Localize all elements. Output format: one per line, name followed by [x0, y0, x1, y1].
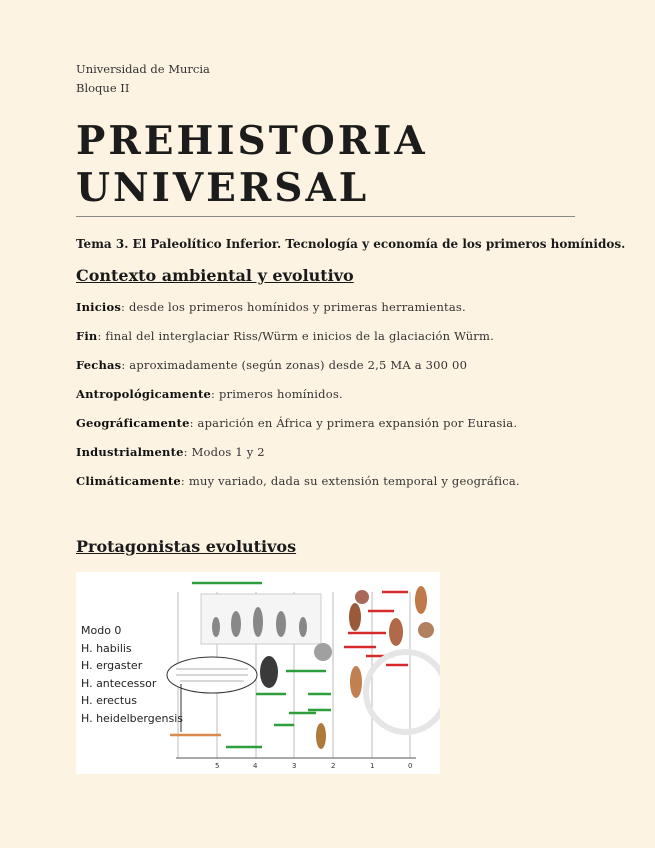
item-industrialmente [76, 445, 265, 459]
title-line-2: UNIVERSAL [76, 165, 370, 211]
item-text: : desde los primeros homínidos y primeras herramientas. [121, 300, 466, 314]
axis-tick-4: 4 [253, 762, 258, 770]
legend-item: H. erectus [81, 694, 137, 707]
item-text: : muy variado, dada su extensión temporal y geográfica. [180, 474, 520, 488]
item-label: Inicios [76, 300, 122, 314]
university-name: Universidad de Murcia [76, 62, 210, 76]
species-legend [81, 622, 183, 727]
axis-tick-3: 3 [292, 762, 297, 770]
axis-tick-2: 2 [331, 762, 336, 770]
axis-tick-5: 5 [215, 762, 220, 770]
item-text: : Modos 1 y 2 [183, 445, 265, 459]
section-heading-protagonists: Protagonistas evolutivos [76, 537, 297, 556]
item-label: Climáticamente [76, 474, 181, 488]
item-fin [76, 329, 494, 343]
item-fechas [76, 358, 467, 372]
item-text: : final del interglaciar Riss/Würm e inicios de la glaciación Würm. [97, 329, 494, 343]
item-text: : aproximadamente (según zonas) desde 2,5 MA a 300 00 [121, 358, 468, 372]
block-label: Bloque II [76, 81, 130, 95]
legend-item: Modo 0 [81, 624, 122, 637]
legend-item: H. ergaster [81, 659, 143, 672]
legend-item: H. habilis [81, 641, 132, 655]
title-divider [76, 216, 575, 217]
title-line-1: PREHISTORIA [76, 118, 428, 164]
item-label: Fechas [76, 358, 122, 372]
item-text: : aparición en África y primera expansión por Eurasia. [189, 416, 518, 430]
item-label: Geográficamente [76, 416, 190, 430]
hominid-timeline-figure [76, 572, 440, 774]
item-inicios [76, 300, 466, 314]
page-title [76, 118, 428, 212]
axis-tick-1: 1 [370, 762, 375, 770]
item-climaticamente [76, 474, 520, 488]
axis-tick-labels [215, 762, 412, 770]
item-antropologicamente [76, 387, 343, 401]
item-label: Industrialmente [76, 445, 184, 459]
item-label: Fin [76, 329, 98, 343]
legend-item: H. antecessor [81, 676, 157, 690]
item-text: : primeros homínidos. [211, 387, 343, 401]
axis-tick-0: 0 [408, 762, 413, 770]
item-geograficamente [76, 416, 517, 430]
item-label: Antropológicamente [76, 387, 212, 401]
section-heading-context: Contexto ambiental y evolutivo [76, 266, 354, 285]
topic-heading: Tema 3. El Paleolítico Inferior. Tecnología y economía de los primeros homínidos. [76, 237, 626, 251]
legend-item: H. heidelbergensis [81, 711, 183, 725]
